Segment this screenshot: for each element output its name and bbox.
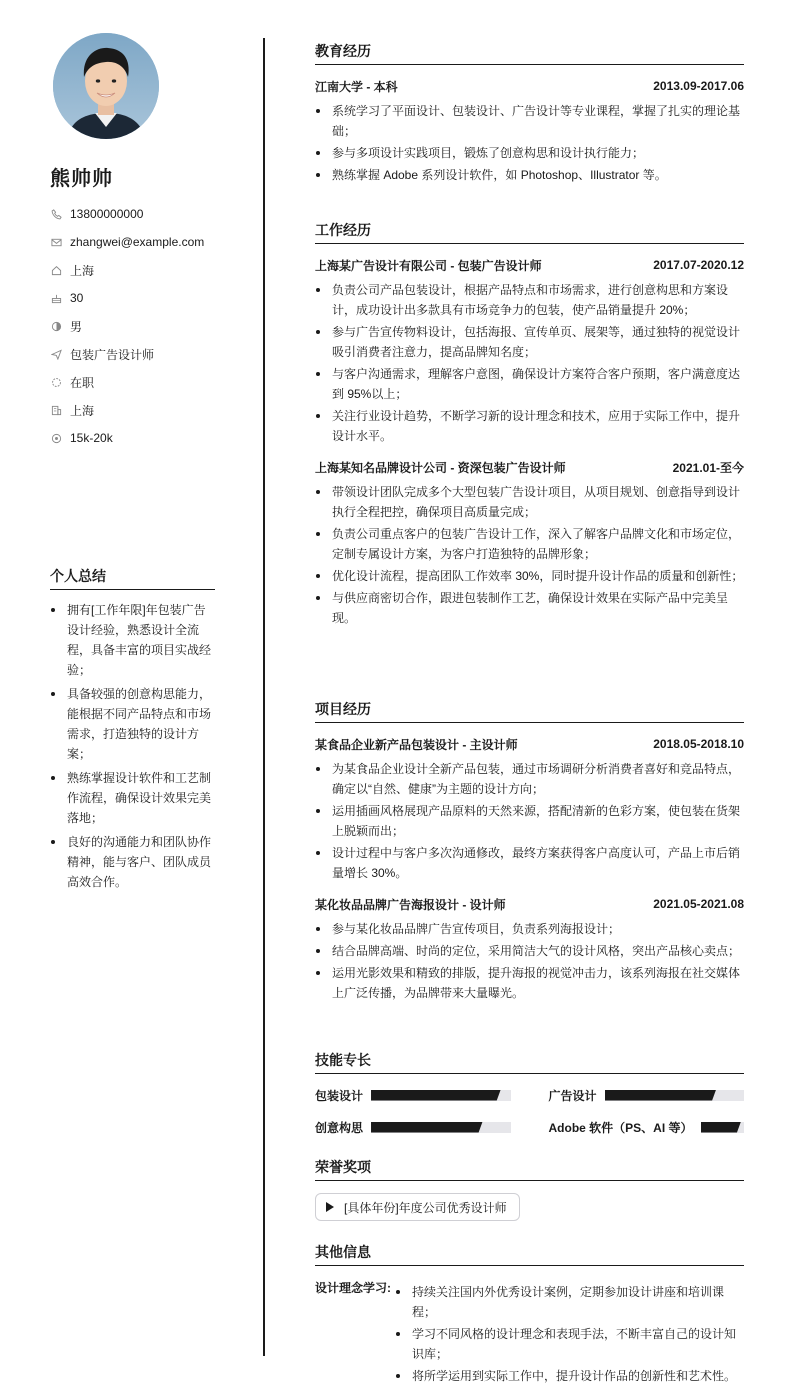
- skill-bar-fill: [701, 1122, 741, 1133]
- entry-bullets: [315, 482, 744, 628]
- award-toggle-button[interactable]: [315, 1193, 520, 1221]
- list-item: 参与某化妆品品牌广告宣传项目，负责系列海报设计；: [315, 919, 744, 939]
- section-title: 技能专长: [315, 1050, 744, 1074]
- home-icon: [50, 264, 62, 276]
- summary-title: 个人总结: [50, 566, 215, 590]
- entry-header: [315, 735, 744, 753]
- contact-salary: 15k-20k: [50, 424, 230, 452]
- candidate-name: 熊帅帅: [50, 168, 113, 190]
- contact-email: zhangwei@example.com: [50, 228, 230, 256]
- list-item: 与客户沟通需求，理解客户意图，确保设计方案符合客户预期，客户满意度达到 95%以上；: [315, 364, 744, 404]
- building-icon: [50, 404, 62, 416]
- section-title: 教育经历: [315, 41, 744, 65]
- contact-phone: 13800000000: [50, 200, 230, 228]
- contact-gender: 男: [50, 312, 230, 340]
- section-title: 项目经历: [315, 699, 744, 723]
- send-icon: [50, 348, 62, 360]
- entry-bullets: [315, 919, 744, 1003]
- entry-date: 2017.07-2020.12: [653, 258, 744, 272]
- summary-section: [50, 566, 215, 896]
- contact-status: 在职: [50, 368, 230, 396]
- awards-section: [315, 1157, 744, 1221]
- list-item: 持续关注国内外优秀设计案例，定期参加设计讲座和培训课程；: [395, 1282, 744, 1322]
- email-icon: [50, 236, 62, 248]
- skill-bar: [701, 1122, 744, 1133]
- other-bullets: [395, 1282, 744, 1388]
- other-section: [315, 1242, 744, 1388]
- list-item: 拥有[工作年限]年包装广告设计经验，熟悉设计全流程，具备丰富的项目实战经验；: [50, 600, 215, 680]
- skill-label: Adobe 软件（PS、AI 等）: [548, 1120, 693, 1135]
- skills-grid: [315, 1086, 744, 1136]
- list-item: 为某食品企业设计全新产品包装，通过市场调研分析消费者喜好和竞品特点，确定以“自然、健康”为主题的设计方向；: [315, 759, 744, 799]
- entry-heading: 某化妆品品牌广告海报设计 - 设计师: [315, 897, 506, 912]
- list-item: 负责公司重点客户的包装广告设计工作，深入了解客户品牌文化和市场定位，定制专属设计方案，为客户打造独特的品牌形象；: [315, 524, 744, 564]
- list-item: 运用光影效果和精致的排版，提升海报的视觉冲击力，该系列海报在社交媒体上广泛传播，为品牌带来大量曝光。: [315, 963, 744, 1003]
- gender-icon: [50, 320, 62, 332]
- entry-bullets: [315, 101, 744, 185]
- entry-bullets: [315, 280, 744, 446]
- section-title: 荣誉奖项: [315, 1157, 744, 1181]
- column-divider: [263, 38, 265, 1356]
- list-item: 学习不同风格的设计理念和表现手法，不断丰富自己的设计知识库；: [395, 1324, 744, 1364]
- entry-heading: 某食品企业新产品包装设计 - 主设计师: [315, 737, 518, 752]
- list-item: 良好的沟通能力和团队协作精神，能与客户、团队成员高效合作。: [50, 832, 215, 892]
- entry-date: 2021.01-至今: [672, 460, 744, 475]
- list-item: 具备较强的创意构思能力，能根据不同产品特点和市场需求，打造独特的设计方案；: [50, 684, 215, 764]
- skill-item: [549, 1086, 745, 1104]
- skill-bar-fill: [371, 1090, 501, 1101]
- skill-bar: [371, 1090, 510, 1101]
- entry-header: [315, 895, 744, 913]
- skill-bar-fill: [605, 1090, 717, 1101]
- skill-label: 广告设计: [548, 1088, 597, 1103]
- contact-location: 上海: [50, 256, 230, 284]
- contact-city: 上海: [50, 396, 230, 424]
- skill-bar-fill: [371, 1122, 483, 1133]
- list-item: 系统学习了平面设计、包装设计、广告设计等专业课程，掌握了扎实的理论基础；: [315, 101, 744, 141]
- other-row: [315, 1278, 744, 1388]
- entry-heading: 江南大学 - 本科: [315, 79, 398, 94]
- list-item: 结合品牌高端、时尚的定位，采用简洁大气的设计风格，突出产品核心卖点；: [315, 941, 744, 961]
- avatar: [53, 33, 159, 139]
- section-title: 工作经历: [315, 220, 744, 244]
- salary-icon: [50, 432, 62, 444]
- work-section: [315, 220, 744, 630]
- skill-label: 包装设计: [315, 1088, 364, 1103]
- skill-item: [315, 1086, 511, 1104]
- list-item: 运用插画风格展现产品原料的天然来源，搭配清新的色彩方案，使包装在货架上脱颖而出；: [315, 801, 744, 841]
- entry-date: 2013.09-2017.06: [653, 79, 744, 93]
- entry-header: [315, 256, 744, 274]
- entry-date: 2018.05-2018.10: [653, 737, 744, 751]
- phone-icon: [50, 208, 62, 220]
- entry-header: [315, 77, 744, 95]
- skill-item: [315, 1118, 511, 1136]
- list-item: 熟练掌握设计软件和工艺制作流程，确保设计效果完美落地；: [50, 768, 215, 828]
- education-section: [315, 41, 744, 187]
- list-item: 优化设计流程，提高团队工作效率 30%，同时提升设计作品的质量和创新性；: [315, 566, 744, 586]
- list-item: 与供应商密切合作，跟进包装制作工艺，确保设计效果在实际产品中完美呈现。: [315, 588, 744, 628]
- play-triangle-icon: [326, 1202, 334, 1212]
- contact-position: 包装广告设计师: [50, 340, 230, 368]
- list-item: 熟练掌握 Adobe 系列设计软件，如 Photoshop、Illustrator 等。: [315, 165, 744, 185]
- skill-item: [549, 1118, 745, 1136]
- projects-section: [315, 699, 744, 1005]
- entry-date: 2021.05-2021.08: [653, 897, 744, 911]
- summary-list: [50, 600, 215, 892]
- other-label: 设计理念学习:: [315, 1281, 391, 1295]
- skills-section: [315, 1050, 744, 1136]
- list-item: 带领设计团队完成多个大型包装广告设计项目，从项目规划、创意指导到设计执行全程把控，确保项目高质量完成；: [315, 482, 744, 522]
- entry-heading: 上海某广告设计有限公司 - 包装广告设计师: [315, 258, 542, 273]
- list-item: 设计过程中与客户多次沟通修改，最终方案获得客户高度认可，产品上市后销量增长 30%。: [315, 843, 744, 883]
- cake-icon: [50, 292, 62, 304]
- entry-heading: 上海某知名品牌设计公司 - 资深包装广告设计师: [315, 460, 566, 475]
- skill-bar: [605, 1090, 744, 1101]
- list-item: 负责公司产品包装设计，根据产品特点和市场需求，进行创意构思和方案设计，成功设计出多款具有市场竞争力的包装，使产品销量提升 20%；: [315, 280, 744, 320]
- entry-header: [315, 458, 744, 476]
- list-item: 参与广告宣传物料设计，包括海报、宣传单页、展架等，通过独特的视觉设计吸引消费者注意力，提高品牌知名度；: [315, 322, 744, 362]
- contact-age: 30: [50, 284, 230, 312]
- status-icon: [50, 376, 62, 388]
- list-item: 将所学运用到实际工作中，提升设计作品的创新性和艺术性。: [395, 1366, 744, 1386]
- list-item: 关注行业设计趋势，不断学习新的设计理念和技术，应用于实际工作中，提升设计水平。: [315, 406, 744, 446]
- section-title: 其他信息: [315, 1242, 744, 1266]
- skill-bar: [371, 1122, 510, 1133]
- entry-bullets: [315, 759, 744, 883]
- contact-list: [50, 200, 230, 452]
- list-item: 参与多项设计实践项目，锻炼了创意构思和设计执行能力；: [315, 143, 744, 163]
- award-label: [具体年份]年度公司优秀设计师: [344, 1200, 507, 1215]
- skill-label: 创意构思: [315, 1120, 364, 1135]
